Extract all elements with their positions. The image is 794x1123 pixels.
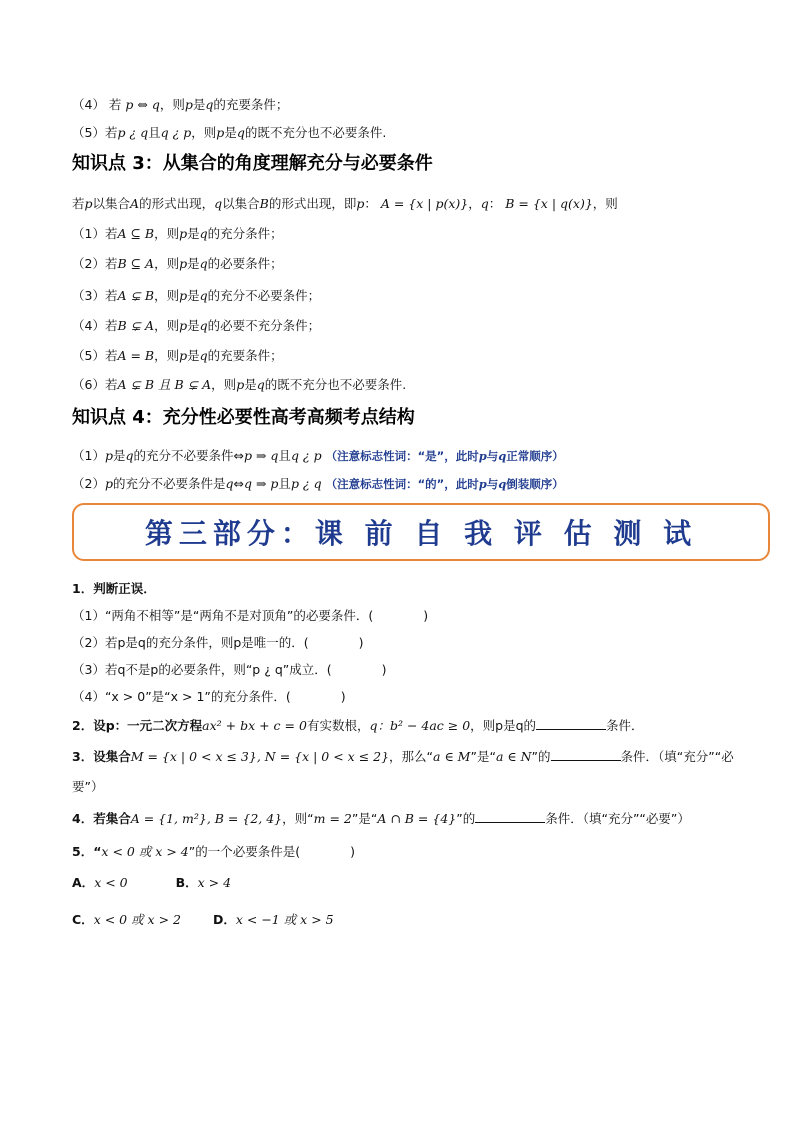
q4: 4．若集合A = {1, m²}, B = {2, 4}，则“m = 2”是“A ∩ B = {4}”的 条件．（填“充分”“必要”） xyxy=(72,811,690,826)
option-d-label: D． xyxy=(212,912,236,927)
banner-title: 第三部分：课 前 自 我 评 估 测 试 xyxy=(144,517,698,550)
k3-item-5: （5）若A = B，则p是q的充要条件； xyxy=(72,348,283,363)
q3-cont: 要”） xyxy=(72,779,104,794)
section-banner xyxy=(72,503,770,561)
k3-item-1: （1）若A ⊆ B，则p是q的充分条件； xyxy=(72,226,283,241)
k3-item-4: （4）若B ⊊ A，则p是q的必要不充分条件； xyxy=(72,318,321,333)
option-c[interactable]: x < 0 或 x > 2 xyxy=(93,912,181,927)
q1-item-2: （2）若p是q的充分条件，则p是唯一的．( ) xyxy=(72,635,364,650)
q5-options-cd xyxy=(72,911,774,929)
k4-item-2: （2）p的充分不必要条件是q⇔q ⇒ p且p ¿ q （注意标志性词：“的”，此时p与q倒装顺序） xyxy=(72,476,564,491)
heading-knowledge-3: 知识点 3：从集合的角度理解充分与必要条件 xyxy=(72,153,433,174)
q3: 3．设集合M = {x | 0 < x ≤ 3}, N = {x | 0 < x ≤ 2}，那么“a ∈ M”是“a ∈ N”的 条件．（填“充分”“必 xyxy=(72,749,734,764)
q1-item-1: （1）“两角不相等”是“两角不是对顶角”的必要条件．( ) xyxy=(72,608,429,623)
k4-item-1: （1）p是q的充分不必要条件⇔p ⇒ q且q ¿ p （注意标志性词：“是”，此时p与q正常顺序） xyxy=(72,448,564,463)
q1-title: 1．判断正误． xyxy=(72,581,156,596)
q5-options-ab xyxy=(72,874,774,892)
k3-item-6: （6）若A ⊊ B 且 B ⊊ A，则p是q的既不充分也不必要条件. xyxy=(72,377,407,392)
k3-item-2: （2）若B ⊆ A，则p是q的必要条件； xyxy=(72,256,283,271)
option-b[interactable]: x > 4 xyxy=(197,875,232,890)
option-a-label: A． xyxy=(72,875,95,890)
q4-answer-blank[interactable] xyxy=(475,810,545,823)
q5: 5．“x < 0 或 x > 4”的一个必要条件是( ) xyxy=(72,844,355,859)
k3-item-3: （3）若A ⊊ B，则p是q的充分不必要条件； xyxy=(72,288,321,303)
q2: 2．设p：一元二次方程ax² + bx + c = 0有实数根，q：b² − 4ac ≥ 0，则p是q的 条件． xyxy=(72,718,644,733)
option-d[interactable]: x < −1 或 x > 5 xyxy=(235,912,334,927)
k2-item-5: （5）若p ¿ q且q ¿ p，则p是q的既不充分也不必要条件. xyxy=(72,125,387,140)
q1-item-4: （4）“x > 0”是“x > 1”的充分条件．( ) xyxy=(72,689,346,704)
heading-knowledge-4: 知识点 4：充分性必要性高考高频考点结构 xyxy=(72,407,415,428)
option-c-label: C． xyxy=(72,912,94,927)
q1-item-3: （3）若q不是p的必要条件，则“p ¿ q”成立．( ) xyxy=(72,662,387,677)
k3-intro: 若p以集合A的形式出现，q以集合B的形式出现，即p： A = {x | p(x)}，q： B = {x | q(x)}，则 xyxy=(72,196,618,211)
q3-answer-blank[interactable] xyxy=(551,748,621,761)
k2-item-4: （4） 若 p ⇔ q，则p是q的充要条件； xyxy=(72,97,289,112)
option-a[interactable]: x < 0 xyxy=(94,875,128,890)
q2-answer-blank[interactable] xyxy=(536,717,606,730)
option-b-label: B． xyxy=(175,875,198,890)
